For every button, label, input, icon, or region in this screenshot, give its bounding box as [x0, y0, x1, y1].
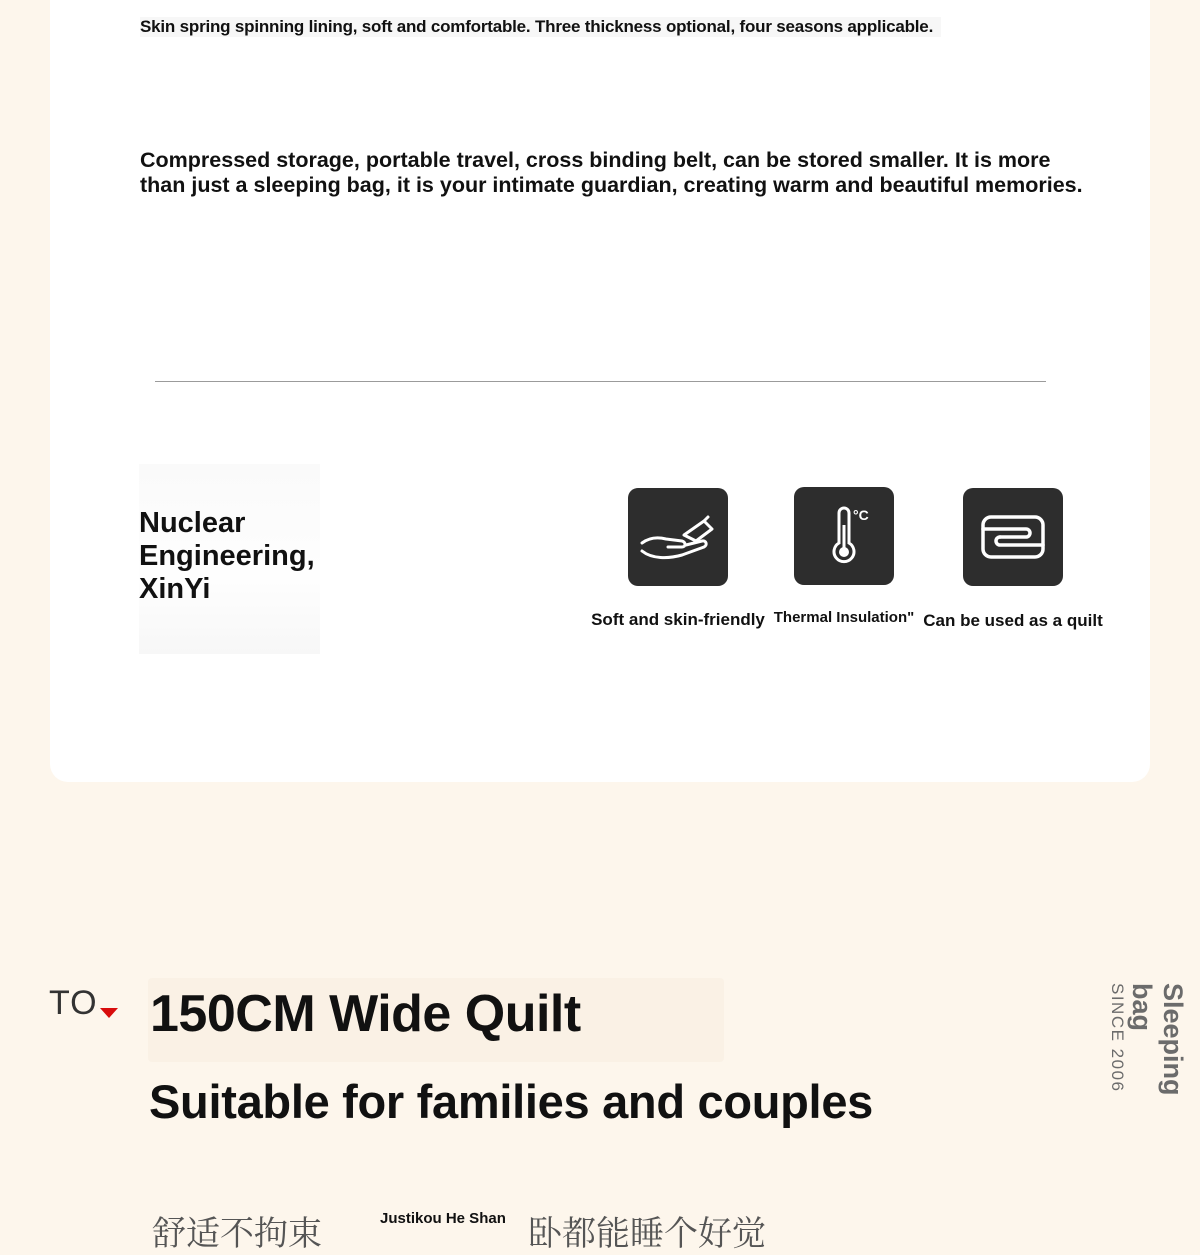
- quilt-icon: [963, 488, 1063, 586]
- cn-tagline-left: 舒适不拘束: [152, 1215, 322, 1253]
- feature-label: Soft and skin-friendly: [591, 610, 765, 629]
- sleeping-bag-label: Sleeping bag: [1127, 983, 1188, 1096]
- divider: [155, 381, 1046, 382]
- section-subtitle: Suitable for families and couples: [149, 1075, 873, 1128]
- cn-tagline-right: 卧都能睡个好觉: [528, 1215, 766, 1253]
- to-label: TO: [49, 984, 98, 1022]
- feature-label: Can be used as a quilt: [923, 611, 1103, 630]
- svg-text:°C: °C: [853, 507, 869, 523]
- feature-quilt: [889, 488, 1137, 631]
- vertical-brand-mark: [1107, 983, 1188, 1143]
- intro-line-2: Compressed storage, portable travel, cross binding belt, can be stored smaller. It is more than just a sleeping bag, it is your intimate guardian, creating warm and beautiful memories.: [140, 148, 1083, 197]
- section-title: 150CM Wide Quilt: [150, 985, 581, 1043]
- content-card: [50, 0, 1150, 782]
- hand-icon: [628, 488, 728, 586]
- intro-line-1: Skin spring spinning lining, soft and comfortable. Three thickness optional, four seasons applicable.: [140, 17, 941, 37]
- thermometer-icon: [794, 487, 894, 585]
- cn-tagline-middle: Justikou He Shan: [380, 1210, 506, 1227]
- caret-down-icon: [100, 1008, 118, 1018]
- feature-label: Thermal Insulation": [773, 609, 915, 626]
- since-label: SINCE 2006: [1108, 983, 1127, 1093]
- brand-name: Nuclear Engineering, XinYi: [139, 507, 315, 605]
